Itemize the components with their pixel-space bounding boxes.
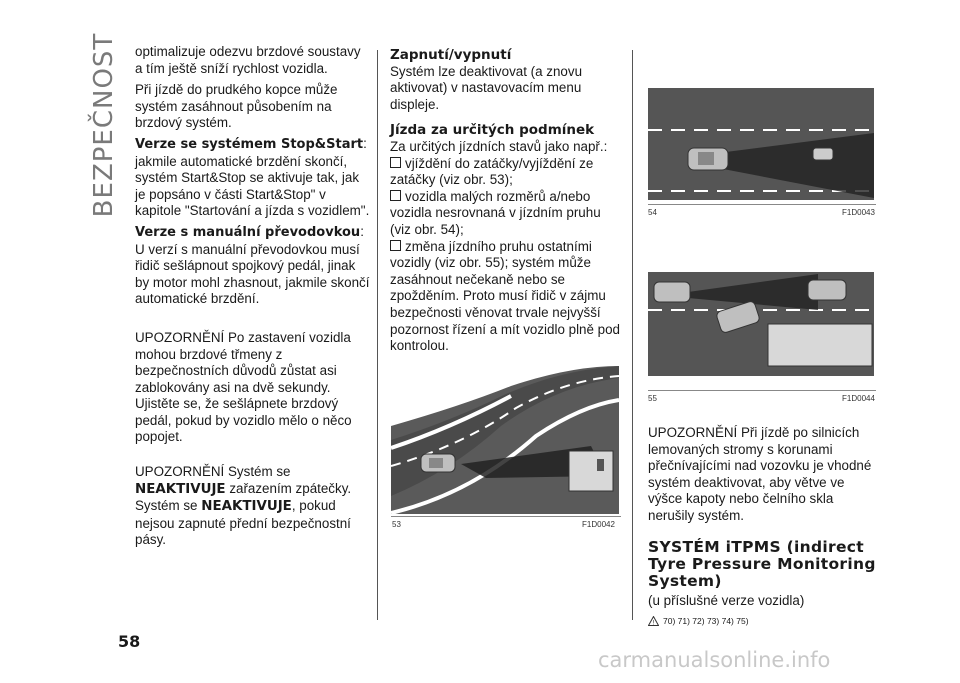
checkbox-bullet-icon bbox=[390, 240, 401, 251]
list-item-curve-text: vjíždění do zatáčky/vyjíždění ze zatáčky (viz obr. 53); bbox=[390, 155, 594, 188]
column-divider-2 bbox=[632, 50, 633, 620]
list-item-lane-change bbox=[390, 239, 622, 355]
column-1 bbox=[135, 44, 371, 549]
section-title-vertical bbox=[84, 32, 124, 218]
warning-references bbox=[648, 613, 880, 630]
warn2-a: UPOZORNĚNÍ Systém se bbox=[135, 464, 291, 480]
figure-54-rule bbox=[648, 204, 876, 205]
warning-trees: UPOZORNĚNÍ Při jízdě po silnicích lemovaných stromy s korunami přečnívajícími nad vozovku je vhodné systém deaktivovat, aby větve ve výšce kapoty nebo čelního skla nerušily systém. bbox=[648, 425, 872, 523]
paragraph-manual bbox=[135, 224, 371, 308]
heading-tpms: SYSTÉM iTPMS (indirect Tyre Pressure Monitoring System) bbox=[648, 537, 876, 590]
page-number: 58 bbox=[118, 632, 141, 651]
checkbox-bullet-icon bbox=[390, 190, 401, 201]
figure-55-rule bbox=[648, 390, 876, 391]
paragraph-hill: Při jízdě do prudkého kopce může systém zasáhnout působením na brzdový systém. bbox=[135, 82, 338, 131]
paragraph-conditions: Za určitých jízdních stavů jako např.: bbox=[390, 138, 608, 154]
stopstart-text: jakmile automatické brzdění skončí, systém Start&Stop se aktivuje tak, jak je popsáno v části Start&Stop" v kapitole "Startování a jízda s vozidlem". bbox=[135, 153, 370, 219]
column-3 bbox=[648, 425, 880, 630]
paragraph-onoff: Systém lze deaktivovat (a znovu aktivovat) v nastavovacím menu displeje. bbox=[390, 63, 583, 112]
heading-manual: Verze s manuální převodovkou bbox=[135, 224, 361, 240]
warn2-c: zařazením zpátečky. Systém se bbox=[135, 480, 352, 514]
warning-reverse bbox=[135, 464, 371, 549]
manual-text: verzí s manuální převodovkou musí řidič sešlápnout spojkový pedál, jinak by motor mohl zhasnout, jakmile skončí automatické brzdění. bbox=[135, 241, 370, 307]
svg-text:!: ! bbox=[652, 619, 655, 627]
heading-conditions: Jízda za určitých podmínek bbox=[390, 122, 595, 139]
figure-55-lane-change bbox=[648, 262, 874, 386]
heading-onoff: Zapnutí/vypnutí bbox=[390, 47, 512, 63]
stopstart-colon: : bbox=[363, 135, 367, 151]
figure-54-number: 54 bbox=[648, 208, 657, 217]
warning-triangle-icon bbox=[648, 616, 659, 626]
figure-55-code: F1D0044 bbox=[842, 394, 875, 403]
section-title-text: BEZPEČNOST bbox=[89, 32, 119, 218]
list-item-lane-change-text: změna jízdního pruhu ostatními vozidly (viz obr. 55); systém může zasáhnout nečekaně nebo se zpožděním. Proto musí řidič v zájmu bezpečnosti věnovat trvale nejvyšší pozornost řízení a mít vozidlo plně pod kontrolou. bbox=[390, 238, 621, 354]
figure-53-code: F1D0042 bbox=[582, 520, 615, 529]
warn2-d: NEAKTIVUJE bbox=[201, 499, 292, 515]
figure-53-curve bbox=[391, 366, 619, 514]
column-divider-1 bbox=[377, 50, 378, 620]
column-2 bbox=[390, 47, 622, 355]
list-item-small-vehicles bbox=[390, 189, 622, 239]
figure-53-number: 53 bbox=[392, 520, 401, 529]
paragraph-stopstart bbox=[135, 136, 371, 220]
paragraph-tpms-version: (u příslušné verze vozidla) bbox=[648, 592, 805, 608]
figure-54-small-vehicle bbox=[648, 88, 874, 200]
list-item-small-vehicles-text: vozidla malých rozměrů a/nebo vozidla nesrovnaná v jízdním pruhu (viz obr. 54); bbox=[390, 188, 601, 237]
watermark: carmanualsonline.info bbox=[598, 648, 831, 672]
figure-54-code: F1D0043 bbox=[842, 208, 875, 217]
figure-55-number: 55 bbox=[648, 394, 657, 403]
warning-brake-calipers: UPOZORNĚNÍ Po zastavení vozidla mohou brzdové třmeny z bezpečnostních důvodů zůstat asi zablokovány asi na dvě sekundy. Ujistěte se, že sešlápnete brzdový pedál, pokud by vozidlo mělo o něco popojet. bbox=[135, 329, 352, 445]
warn2-b: NEAKTIVUJE bbox=[135, 481, 226, 497]
heading-stopstart: Verze se systémem Stop&Start bbox=[135, 136, 364, 152]
warning-refs-text: 70) 71) 72) 73) 74) 75) bbox=[663, 616, 749, 627]
figure-53-rule bbox=[391, 516, 621, 517]
checkbox-bullet-icon bbox=[390, 157, 401, 168]
paragraph-brake-response: optimalizuje odezvu brzdové soustavy a tím ještě sníží rychlost vozidla. bbox=[135, 44, 361, 76]
manual-after: : U bbox=[135, 223, 364, 257]
warn2-e: , pokud nejsou zapnuté přední bezpečnostní pásy. bbox=[135, 498, 351, 548]
list-item-curve bbox=[390, 156, 622, 189]
